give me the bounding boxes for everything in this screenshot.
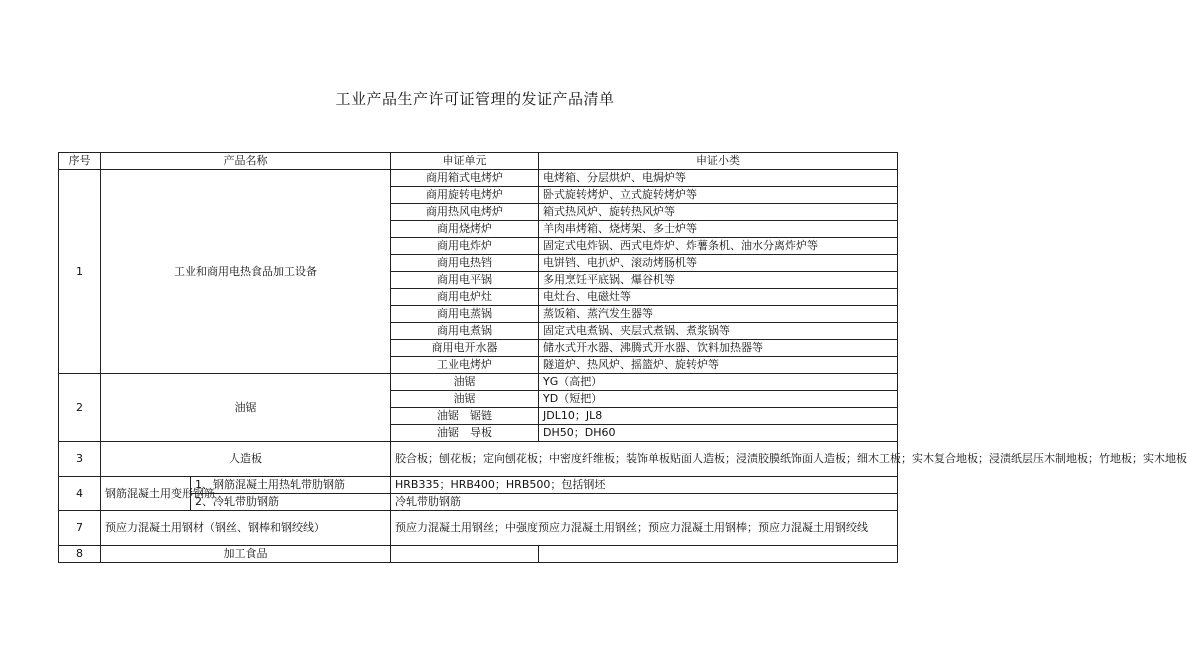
unit-cell: 商用烧烤炉 — [391, 221, 539, 238]
subclass-cell: HRB335；HRB400；HRB500；包括钢坯 — [391, 477, 898, 494]
unit-cell: 商用热风电烤炉 — [391, 204, 539, 221]
unit-cell: 油锯 锯链 — [391, 408, 539, 425]
product-name: 油锯 — [101, 374, 391, 442]
product-name: 人造板 — [101, 442, 391, 477]
unit-cell: 商用箱式电烤炉 — [391, 170, 539, 187]
subclass-cell: 储水式开水器、沸腾式开水器、饮料加热器等 — [539, 340, 898, 357]
unit-cell: 商用旋转电烤炉 — [391, 187, 539, 204]
header-row — [59, 153, 898, 170]
unit-cell: 商用电开水器 — [391, 340, 539, 357]
subclass-cell: JDL10；JL8 — [539, 408, 898, 425]
subclass-cell: 隧道炉、热风炉、摇篮炉、旋转炉等 — [539, 357, 898, 374]
row-no: 4 — [59, 477, 101, 511]
unit-cell: 1、钢筋混凝土用热轧带肋钢筋 — [191, 477, 391, 494]
table-row — [59, 442, 898, 477]
subclass-cell: 多用烹饪平底锅、爆谷机等 — [539, 272, 898, 289]
subclass-cell: 电饼铛、电扒炉、滚动烤肠机等 — [539, 255, 898, 272]
row-no: 7 — [59, 511, 101, 546]
unit-cell: 商用电平锅 — [391, 272, 539, 289]
subclass-cell: 电灶台、电磁灶等 — [539, 289, 898, 306]
row-no: 2 — [59, 374, 101, 442]
subclass-cell: 固定式电炸锅、西式电炸炉、炸薯条机、油水分离炸炉等 — [539, 238, 898, 255]
subclass-cell: 卧式旋转烤炉、立式旋转烤炉等 — [539, 187, 898, 204]
subclass-cell: 蒸饭箱、蒸汽发生器等 — [539, 306, 898, 323]
product-list-table — [58, 152, 1187, 563]
product-name: 工业和商用电热食品加工设备 — [101, 170, 391, 374]
row-no: 3 — [59, 442, 101, 477]
header-product-name: 产品名称 — [101, 153, 391, 170]
subclass-cell: DH50；DH60 — [539, 425, 898, 442]
unit-cell: 商用电蒸锅 — [391, 306, 539, 323]
row-no: 1 — [59, 170, 101, 374]
unit-cell: 2、冷轧带肋钢筋 — [191, 494, 391, 511]
product-name: 加工食品 — [101, 546, 391, 563]
table-row — [59, 477, 898, 494]
subclass-cell: YG（高把） — [539, 374, 898, 391]
subclass-cell: YD（短把） — [539, 391, 898, 408]
table-row — [59, 546, 898, 563]
subclass-cell: 预应力混凝土用钢丝；中强度预应力混凝土用钢丝；预应力混凝土用钢棒；预应力混凝土用钢绞线 — [391, 511, 898, 546]
unit-cell: 商用电煮锅 — [391, 323, 539, 340]
table-row — [59, 511, 898, 546]
unit-cell — [391, 546, 539, 563]
unit-cell: 商用电炉灶 — [391, 289, 539, 306]
unit-cell: 工业电烤炉 — [391, 357, 539, 374]
subclass-cell: 固定式电煮锅、夹层式煮锅、煮浆锅等 — [539, 323, 898, 340]
unit-cell: 商用电热铛 — [391, 255, 539, 272]
unit-cell: 商用电炸炉 — [391, 238, 539, 255]
subclass-cell: 冷轧带肋钢筋 — [391, 494, 898, 511]
page-title: 工业产品生产许可证管理的发证产品清单 — [335, 90, 615, 108]
product-name: 钢筋混凝土用变形钢筋 — [101, 477, 191, 511]
table-row — [59, 374, 898, 391]
subclass-cell: 胶合板；刨花板；定向刨花板；中密度纤维板；装饰单板贴面人造板；浸渍胶膜纸饰面人造板；细木工板；实木复合地板；浸渍纸层压木制地板；竹地板；实木地板 — [391, 442, 898, 477]
unit-cell: 油锯 — [391, 391, 539, 408]
subclass-cell — [539, 546, 898, 563]
subclass-cell: 电烤箱、分层烘炉、电焗炉等 — [539, 170, 898, 187]
product-name: 预应力混凝土用钢材（钢丝、钢棒和钢绞线） — [101, 511, 391, 546]
table-row — [59, 170, 898, 187]
header-unit: 申证单元 — [391, 153, 539, 170]
header-subclass: 申证小类 — [539, 153, 898, 170]
header-no: 序号 — [59, 153, 101, 170]
subclass-cell: 羊肉串烤箱、烧烤架、多士炉等 — [539, 221, 898, 238]
row-no: 8 — [59, 546, 101, 563]
unit-cell: 油锯 导板 — [391, 425, 539, 442]
unit-cell: 油锯 — [391, 374, 539, 391]
subclass-cell: 箱式热风炉、旋转热风炉等 — [539, 204, 898, 221]
